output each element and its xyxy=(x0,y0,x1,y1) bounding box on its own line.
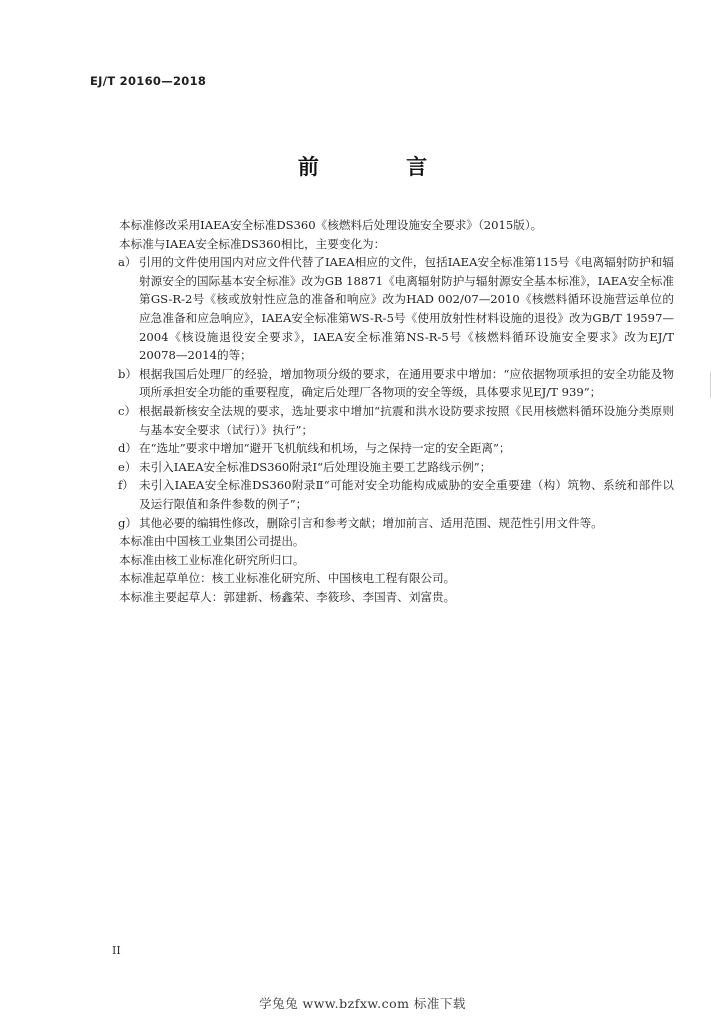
closing-paragraph: 本标准起草单位：核工业标准化研究所、中国核电工程有限公司。 xyxy=(119,571,456,586)
change-item-text: 其他必要的编辑性修改，删除引言和参考文献；增加前言、适用范围、规范性引用文件等。 xyxy=(139,515,603,530)
change-item-text: 在“选址”要求中增加“避开飞机航线和机场，与之保持一定的安全距离”； xyxy=(139,441,511,456)
change-item-label: c） xyxy=(118,403,137,418)
closing-paragraph: 本标准由中国核工业集团公司提出。 xyxy=(119,534,305,549)
change-item-text: 根据最新核安全法规的要求，选址要求中增加“抗震和洪水设防要求按照《民用核燃料循环设施分类原则与基本安全要求（试行）》执行”； xyxy=(139,403,674,437)
change-item-d xyxy=(119,439,674,458)
change-item-c xyxy=(119,402,674,439)
change-item-a xyxy=(119,253,674,365)
change-item-text: 根据我国后处理厂的经验，增加物项分级的要求，在通用要求中增加：“应依据物项承担的安全功能及物项所承担安全功能的重要程度，确定后处理厂各物项的安全等级，具体要求见EJ/T 939”； xyxy=(139,366,674,400)
scan-artifact xyxy=(710,372,711,398)
change-item-text: 未引入IAEA安全标准DS360附录Ⅱ“可能对安全功能构成威胁的安全重要建（构）筑物、系统和部件以及运行限值和条件参数的例子”； xyxy=(139,478,674,511)
change-item-label: b） xyxy=(118,366,138,381)
change-item-text: 未引入IAEA安全标准DS360附录Ⅰ“后处理设施主要工艺路线示例”； xyxy=(139,459,492,474)
change-item-b xyxy=(119,365,674,402)
change-item-text: 引用的文件使用国内对应文件代替了IAEA相应的文件，包括IAEA安全标准第115号《电离辐射防护和辐射源安全的国际基本安全标准》改为GB 18871《电离辐射防护与辐射源安全基本标准》，IAEA安全标准第GS-R-2号《核或放射性应急的准备和响应》改为HAD 002/07—2010《核燃料循环设施营运单位的应急准备和应急响应》，IAEA安全标准第WS-R-5号《使用放射性材料设施的退役》改为GB/T 19597—2004《核设施退役安全要求》，IAEA安全标准第NS-R-5号《核燃料循环设施安全要求》改为EJ/T 20078—2014的等； xyxy=(139,255,675,363)
change-item-g xyxy=(119,514,674,533)
preface-body xyxy=(119,216,674,606)
closing-paragraph: 本标准主要起草人：郭建新、杨鑫荣、李筱珍、李国青、刘富贵。 xyxy=(119,589,456,604)
standard-code: EJ/T 20160—2018 xyxy=(90,74,207,88)
intro-paragraph: 本标准修改采用IAEA安全标准DS360《核燃料后处理设施安全要求》（2015版）。 xyxy=(119,218,543,232)
intro-paragraph: 本标准与IAEA安全标准DS360相比，主要变化为： xyxy=(119,236,386,251)
page-title: 前 言 xyxy=(297,155,468,179)
change-item-label: d） xyxy=(118,441,138,456)
change-item-label: f） xyxy=(118,478,134,493)
change-item-label: e） xyxy=(118,459,137,474)
footer-watermark: 学兔兔 www.bzfxw.com 标准下载 xyxy=(259,996,466,1011)
page-number: II xyxy=(112,944,121,957)
change-item-e xyxy=(119,458,674,477)
change-item-label: a） xyxy=(118,255,137,270)
closing-paragraph: 本标准由核工业标准化研究所归口。 xyxy=(119,552,305,567)
change-item-f xyxy=(119,476,674,513)
change-item-label: g） xyxy=(118,515,138,530)
